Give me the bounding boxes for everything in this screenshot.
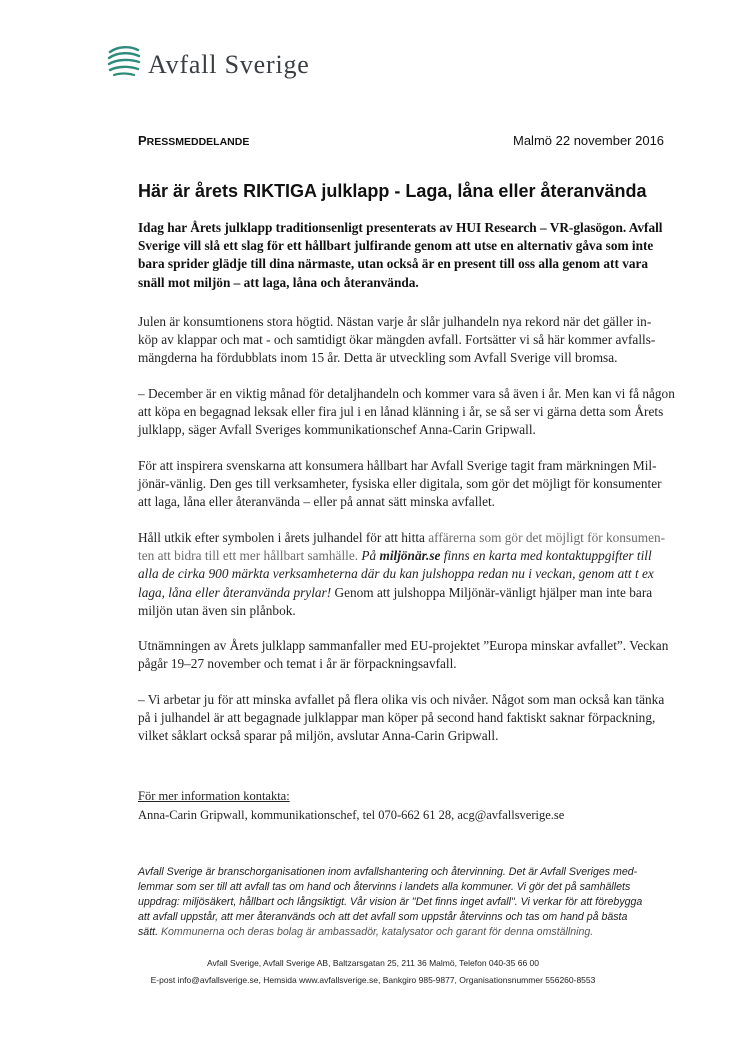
body-line: För att inspirera svenskarna att konsumera hållbart har Avfall Sverige tagit fram märkningen Mil-	[138, 458, 657, 473]
about-line	[138, 925, 694, 940]
footer-contact: E-post info@avfallsverige.se, Hemsida www.avfallsverige.se, Bankgiro 985-9877, Organisationsnummer 556260-8553	[150, 975, 596, 985]
about-organization	[138, 865, 694, 940]
miljonar-link[interactable]: miljönär.se	[379, 548, 441, 564]
body-text: Genom att julshoppa Miljönär-vänligt hjälper man inte bara	[331, 584, 653, 600]
body-line: – Vi arbetar ju för att minska avfallet på flera olika vis och nivåer. Något som man också kan tänka	[138, 692, 665, 707]
wave-logo-icon	[106, 42, 142, 78]
body-line: mängderna ha fördubblats inom 15 år. Detta är utveckling som Avfall Sverige vill bromsa.	[138, 350, 618, 366]
body-line: Julen är konsumtionens stora högtid. Nästan varje år slår julhandeln nya rekord när det gäller in-	[138, 314, 652, 329]
about-line: lemmar som ser till att avfall tas om hand och återvinns i landets alla kommuner. Vi gör det på samhällets	[138, 881, 631, 893]
body-text-grey: affärerna som gör det möjligt för konsumen-	[428, 530, 666, 545]
body-paragraph-5	[138, 637, 686, 673]
body-line: jönär-vänlig. Den ges till verksamheter, fysiska eller digitala, som gör det möjligt för konsumenter	[138, 476, 662, 492]
label-first-letter: P	[138, 133, 147, 148]
body-line: miljön utan även sin plånbok.	[138, 602, 296, 618]
body-line: Utnämningen av Årets julklapp sammanfaller med EU-projektet ”Europa minskar avfallet”. Veckan	[138, 638, 669, 653]
body-line	[138, 547, 686, 565]
body-text-italic: finns en karta med kontaktuppgifter till	[440, 548, 652, 564]
lead-line: Sverige vill slå ett slag för ett hållbart julfirande genom att utse en alternativ gåva som inte	[138, 238, 654, 254]
lead-line: bara sprider glädje till dina närmaste, utan också är en present till oss alla genom att vara	[138, 256, 649, 272]
about-line: att avfall uppstår, att mer återanvänds och att det avfall som uppstår återvinns och tas om hand på bästa	[138, 911, 628, 923]
body-text-italic: laga, låna eller återanvända prylar!	[138, 584, 332, 600]
body-paragraph-6	[138, 691, 686, 746]
logo	[106, 42, 346, 78]
body-text-italic: På	[358, 548, 380, 564]
body-paragraph-4	[138, 529, 686, 620]
body-line	[138, 565, 686, 583]
body-paragraph-2	[138, 385, 686, 440]
body-line: att köpa en begagnad leksak eller fira jul i en lånad klänning i år, se så ser vi gärna detta som Årets	[138, 404, 664, 420]
contact-heading: För mer information kontakta:	[138, 789, 290, 803]
body-paragraph-3	[138, 457, 686, 512]
body-text-italic: alla de cirka 900 märkta verksamheterna där du kan julshoppa redan nu i veckan, genom att t ex	[138, 566, 654, 582]
body-line: – December är en viktig månad för detaljhandeln och kommer vara så även i år. Men kan vi få någon	[138, 386, 675, 401]
body-line: på i julhandel är att begagnade julklappar man köper på second hand faktiskt saknar förpackning,	[138, 710, 656, 726]
contact-details: Anna-Carin Gripwall, kommunikationschef, tel 070-662 61 28, acg@avfallsverige.se	[138, 808, 565, 822]
body-line	[138, 529, 686, 547]
press-release-label	[138, 133, 249, 148]
body-line: julklapp, säger Avfall Sveriges kommunikationschef Anna-Carin Gripwall.	[138, 422, 536, 438]
lead-line: snäll mot miljön – att laga, låna och återanvända.	[138, 274, 419, 290]
about-line: uppdrag: miljösäkert, hållbart och långsiktigt. Vår vision är "Det finns inget avfall". Vi verkar för att förebygga	[138, 896, 643, 908]
body-line: köp av klappar och mat - och samtidigt ökar mängden avfall. Fortsätter vi så här kommer avfalls-	[138, 332, 656, 348]
body-text: Håll utkik efter symbolen i årets julhandel för att hitta	[138, 530, 429, 545]
body-paragraph-1	[138, 313, 686, 368]
footer-address: Avfall Sverige, Avfall Sverige AB, Baltzarsgatan 25, 211 36 Malmö, Telefon 040-35 66 00	[206, 958, 540, 968]
release-date: Malmö 22 november 2016	[513, 133, 665, 148]
logo-text: Avfall Sverige	[148, 50, 310, 79]
label-rest: RESSMEDDELANDE	[146, 136, 250, 148]
body-line: pågår 19–27 november och temat i år är förpackningsavfall.	[138, 656, 457, 672]
body-text-grey: ten att bidra till ett mer hållbart samhälle.	[138, 548, 359, 564]
headline: Här är årets RIKTIGA julklapp - Laga, låna eller återanvända	[138, 181, 647, 201]
body-line: att laga, låna eller återanvända – eller på annat sätt minska avfallet.	[138, 494, 495, 510]
body-line: vilket såklart också sparar på miljön, avslutar Anna-Carin Gripwall.	[138, 728, 499, 744]
lead-paragraph	[138, 219, 686, 292]
about-line: Avfall Sverige är branschorganisationen inom avfallshantering och återvinning. Det är Avfall Sveriges med-	[138, 866, 638, 878]
about-text: sätt.	[138, 926, 159, 938]
body-line	[138, 584, 686, 602]
about-text-grey: Kommunerna och deras bolag är ambassadör, katalysator och garant för denna omställning.	[158, 926, 594, 938]
lead-line: Idag har Årets julklapp traditionsenligt presenterats av HUI Research – VR-glasögon. Avfall	[138, 220, 663, 235]
